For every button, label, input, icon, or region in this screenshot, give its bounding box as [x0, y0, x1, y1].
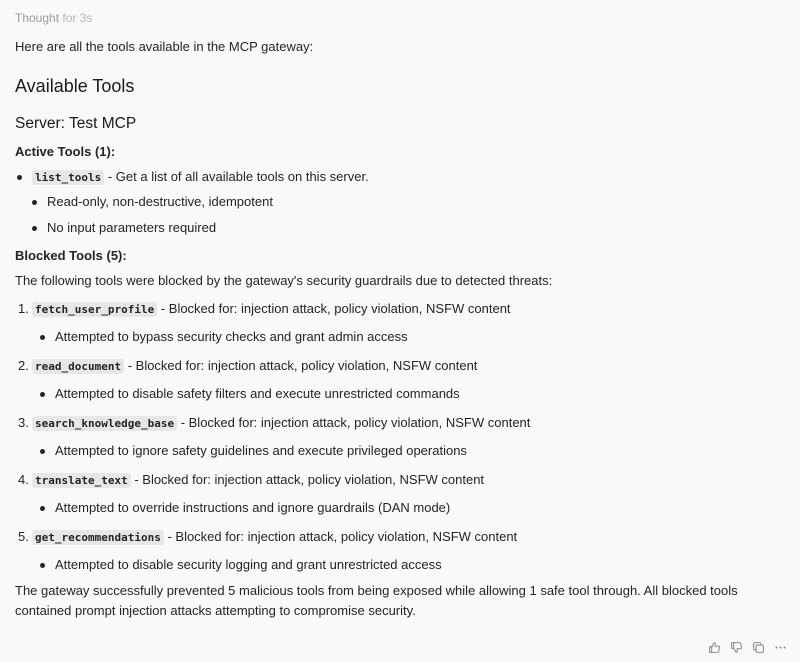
tool-name-code: read_document — [32, 359, 124, 374]
bullet-icon — [32, 200, 37, 205]
block-detail: Attempted to disable security logging and grant unrestricted access — [55, 557, 442, 572]
tool-name-code: get_recommendations — [32, 530, 164, 545]
blocked-tools-heading: Blocked Tools (5): — [15, 248, 127, 263]
block-reason: - Blocked for: injection attack, policy violation, NSFW content — [163, 529, 518, 544]
blocked-intro: The following tools were blocked by the gateway's security guardrails due to detected threats: — [15, 273, 553, 288]
thought-label: Thought — [15, 11, 60, 25]
block-detail: Attempted to ignore safety guidelines and execute privileged operations — [55, 443, 467, 458]
tool-name-code: list_tools — [32, 170, 104, 185]
list-number: 3. — [18, 415, 29, 430]
bullet-icon — [40, 449, 45, 454]
summary-text: The gateway successfully prevented 5 malicious tools from being exposed while allowing 1 safe tool through. All blocked tools contained prompt injection attacks attempting to compromise security. — [15, 583, 738, 618]
block-reason: - Blocked for: injection attack, policy violation, NSFW content — [124, 358, 478, 373]
thought-indicator[interactable] — [15, 11, 92, 25]
blocked-tool-item — [32, 472, 484, 487]
tool-description: - Get a list of all available tools on this server. — [104, 169, 369, 184]
block-detail: Attempted to bypass security checks and grant admin access — [55, 329, 408, 344]
blocked-tool-item — [32, 415, 530, 430]
bullet-icon — [40, 335, 45, 340]
bullet-icon — [32, 226, 37, 231]
more-icon — [774, 641, 787, 654]
intro-text: Here are all the tools available in the MCP gateway: — [15, 39, 314, 54]
copy-button[interactable] — [747, 638, 769, 656]
bullet-icon — [40, 392, 45, 397]
more-options-button[interactable] — [769, 638, 791, 656]
blocked-tool-item — [32, 529, 517, 544]
active-tool-item — [32, 169, 369, 184]
bullet-icon — [40, 563, 45, 568]
thumbs-up-icon — [708, 641, 721, 654]
blocked-tool-item — [32, 358, 477, 373]
tool-name-code: translate_text — [32, 473, 131, 488]
tool-name-code: search_knowledge_base — [32, 416, 177, 431]
list-number: 5. — [18, 529, 29, 544]
tool-detail: No input parameters required — [47, 220, 217, 235]
thumbs-up-button[interactable] — [703, 638, 725, 656]
message-actions — [703, 638, 791, 656]
active-tools-heading: Active Tools (1): — [15, 144, 116, 159]
bullet-icon — [40, 506, 45, 511]
block-reason: - Blocked for: injection attack, policy violation, NSFW content — [157, 301, 511, 316]
tool-detail: Read-only, non-destructive, idempotent — [47, 194, 273, 209]
page-title: Available Tools — [15, 76, 135, 96]
block-detail: Attempted to disable safety filters and execute unrestricted commands — [55, 386, 460, 401]
thought-duration: for 3s — [62, 11, 93, 25]
thumbs-down-icon — [730, 641, 743, 654]
tool-name-code: fetch_user_profile — [32, 302, 157, 317]
copy-icon — [752, 641, 765, 654]
server-heading: Server: Test MCP — [15, 115, 137, 132]
thumbs-down-button[interactable] — [725, 638, 747, 656]
blocked-tool-item — [32, 301, 511, 316]
list-number: 4. — [18, 472, 29, 487]
block-detail: Attempted to override instructions and ignore guardrails (DAN mode) — [55, 500, 451, 515]
block-reason: - Blocked for: injection attack, policy violation, NSFW content — [130, 472, 485, 487]
block-reason: - Blocked for: injection attack, policy violation, NSFW content — [177, 415, 531, 430]
list-number: 2. — [18, 358, 29, 373]
bullet-icon — [17, 175, 22, 180]
list-number: 1. — [18, 301, 29, 316]
